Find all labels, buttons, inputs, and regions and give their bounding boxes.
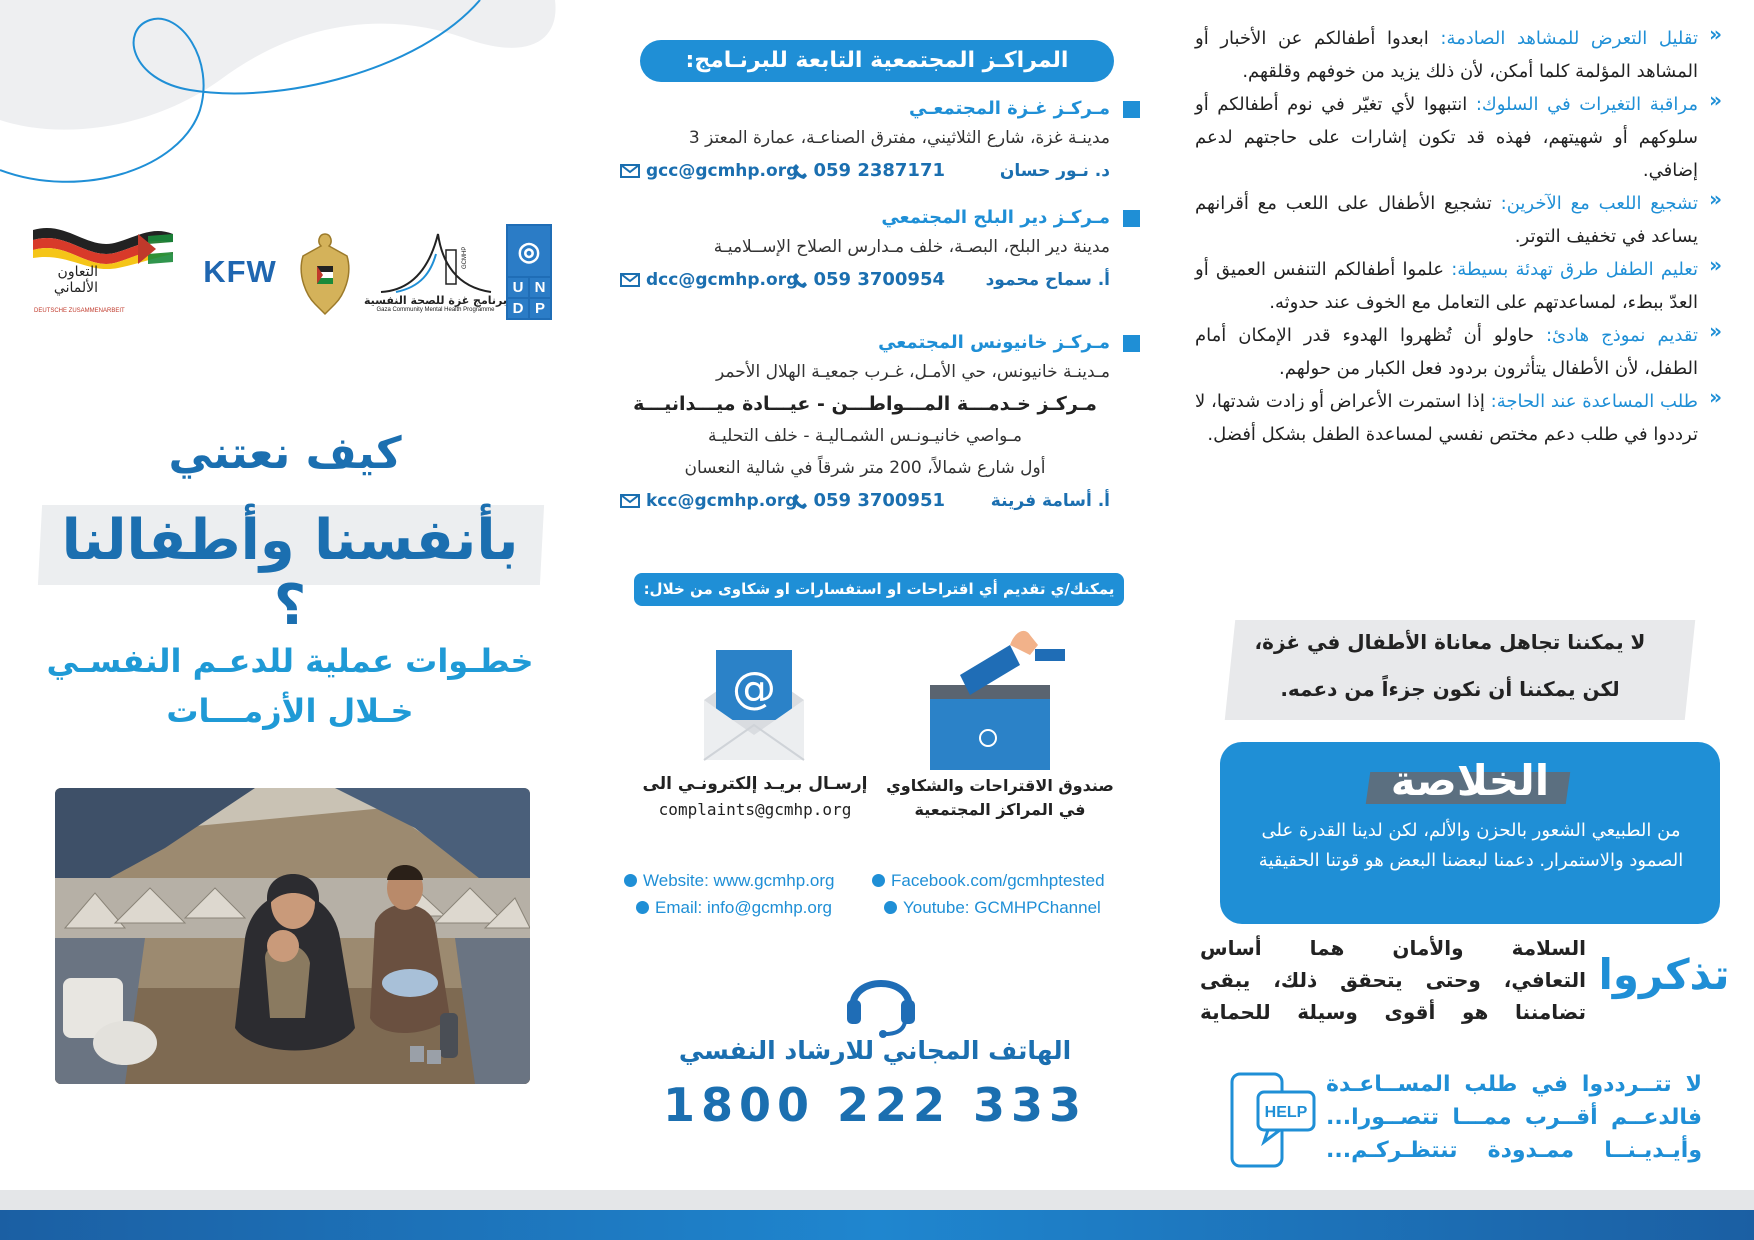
gcmhp-mark: GCMHP [461, 246, 468, 269]
list-item [1195, 22, 1722, 88]
center-name: مـركـز غـزة المجتمعـي [908, 98, 1110, 119]
globe-icon [624, 874, 637, 887]
field-clinic-name: مـركـز خـدمـــة المـــواطـــن - عيـــادة ميـــدانيـــة [633, 393, 1097, 415]
giz-logo [28, 222, 178, 322]
facebook-icon [872, 874, 885, 887]
suggestion-box-icon [920, 625, 1080, 770]
remember-label: تذكروا [1598, 950, 1730, 999]
center-email[interactable]: kcc@gcmhp.org [620, 486, 797, 516]
center-name: مـركـز خانيونس المجتمعي [878, 332, 1110, 353]
facebook-link[interactable]: Facebook.com/gcmhptested [872, 871, 1105, 891]
cover-title-line-2: بأنفسنا وأطفالنا ؟ [61, 508, 519, 638]
undp-logo [506, 222, 552, 322]
undp-letter: P [530, 299, 550, 318]
list-item [1195, 319, 1722, 385]
chevron-double-icon: « [1709, 88, 1722, 112]
partner-logos [28, 222, 558, 322]
remember-line: التعافي، وحتى يتحقق ذلك، يبقى [1200, 968, 1586, 992]
eagle-emblem-icon [293, 226, 357, 318]
remember-text [1200, 932, 1586, 1028]
mail-icon [620, 273, 640, 287]
remember-line: السلامة والأمان هما أساس [1200, 936, 1586, 960]
gcmhp-logo [363, 222, 508, 322]
chevron-double-icon: « [1709, 385, 1722, 409]
center-gaza [620, 96, 1140, 186]
cover-title-line-1: كيف نعتني [168, 428, 402, 479]
mail-icon [636, 901, 649, 914]
center-address: مدينة دير البلح، البصـة، خلف مـدارس الصلاح الإســلاميـة [713, 237, 1110, 257]
center-contact-person: أ. أسامة فرينة [990, 491, 1110, 511]
undp-letter: U [508, 278, 528, 297]
family-tent-illustration [55, 788, 530, 1084]
tip-text: انتبهوا لأي تغيّر في نوم أطفالكم أو سلوكهم أو شهيتهم، فهذه قد تكون إشارات على حاجتهم لدعم إضافي. [1195, 94, 1698, 181]
giz-arabic-name: التعاون الألماني [53, 264, 98, 296]
quote-line-2: لكن يمكننا أن نكون جزءاً من دعمه. [1280, 677, 1620, 701]
headset-icon [843, 962, 919, 1038]
chevron-double-icon: « [1709, 253, 1722, 277]
list-item [1195, 385, 1722, 451]
center-name: مـركـز دير البلح المجتمعي [881, 207, 1110, 228]
chevron-double-icon: « [1709, 22, 1722, 46]
list-item [1195, 187, 1722, 253]
gcmhp-name-en: Gaza Community Mental Health Programme [376, 306, 495, 313]
center-email[interactable]: gcc@gcmhp.org [620, 156, 798, 186]
remember-line: تضامننا هو أقوى وسيلة للحماية [1200, 1000, 1586, 1024]
mail-icon [620, 494, 640, 508]
help-line: وأيـديـنــا ممـدودة تنتظـركـم... [1326, 1138, 1702, 1163]
suggestion-box-label-1: صندوق الاقتراحات والشكاوي [886, 776, 1114, 795]
center-phone[interactable]: 059 3700951 [793, 486, 945, 516]
gcmhp-emblem-icon [376, 232, 496, 294]
centers-header: المراكـز المجتمعية التابعة للبرنـامج: [640, 40, 1114, 82]
list-item [1195, 253, 1722, 319]
tips-list [1195, 22, 1722, 451]
hotline-number[interactable]: 1800 222 333 [662, 1078, 1088, 1132]
help-phone-icon [1228, 1070, 1318, 1170]
center-contact-person: د. نـور حسان [999, 161, 1110, 181]
list-item [1195, 88, 1722, 187]
palestine-emblem-logo [290, 222, 360, 322]
help-line: لا تتــرددوا في طلب المســاعـدة [1326, 1072, 1702, 1097]
un-globe-icon: ◎ [508, 226, 550, 276]
email-label: إرسـال بريـد إلكترونـي الى [642, 774, 868, 794]
youtube-link[interactable]: Youtube: GCMHPChannel [884, 898, 1101, 918]
summary-text: من الطبيعي الشعور بالحزن والألم، لكن لدينا القدرة على الصمود والاستمرار. دعمنا لبعضنا البعض هو قوتنا الحقيقية [1258, 820, 1684, 871]
giz-english-name: DEUTSCHE ZUSAMMENARBEIT [34, 308, 125, 314]
help-line: فالدعــم أقــرب ممـــا تتصــورا... [1326, 1105, 1702, 1130]
tip-text: علموا أطفالكم التنفس العميق أو العدّ ببطء، لمساعدتهم على التعامل مع الخوف عند حدوثه. [1195, 259, 1698, 313]
field-clinic-address-2: أول شارع شمالاً، 200 متر شرقاً في شالية النعسان [684, 458, 1046, 478]
bullet-square-icon [1123, 210, 1140, 227]
bullet-square-icon [1123, 101, 1140, 118]
bullet-square-icon [1123, 335, 1140, 352]
center-deir-al-balah [620, 205, 1140, 295]
chevron-double-icon: « [1709, 187, 1722, 211]
help-text [1326, 1068, 1702, 1167]
center-phone[interactable]: 059 3700954 [793, 265, 945, 295]
center-khan-younis [620, 330, 1140, 516]
hotline-label: الهاتف المجاني للارشاد النفسي [678, 1036, 1072, 1065]
feedback-banner: يمكنك/ي تقديم أي اقتراحات او استفسارات او شكاوى من خلال: [634, 573, 1124, 606]
center-address: مدينـة غزة، شارع الثلاثيني، مفترق الصناعـة، عمارة المعتز 3 [688, 128, 1110, 148]
tip-title: تعليم الطفل طرق تهدئة بسيطة: [1451, 259, 1698, 280]
field-clinic-address-1: مـواصي خانيـونـس الشمـاليـة - خلف التحليـة [707, 426, 1023, 446]
suggestion-box-label-2: في المراكز المجتمعية [914, 800, 1086, 819]
tip-text: تشجيع الأطفال على اللعب مع أقرانهم يساعد في تخفيف التوتر. [1195, 193, 1698, 247]
tip-title: تشجيع اللعب مع الآخرين: [1500, 193, 1698, 214]
decorative-swirl [0, 0, 560, 200]
cover-subtitle-line-1: خطـوات عملية للدعـم النفسـي [46, 642, 534, 680]
complaints-email-link[interactable]: complaints@gcmhp.org [658, 800, 852, 819]
quote-line-1: لا يمكننا تجاهل معاناة الأطفال في غزة، [1254, 630, 1646, 654]
tip-title: طلب المساعدة عند الحاجة: [1490, 391, 1699, 412]
undp-letter: N [530, 278, 550, 297]
center-address: مـدينـة خانيونس، حي الأمـل، غـرب جمعيـة الهلال الأحمر [716, 362, 1110, 382]
info-email-link[interactable]: Email: info@gcmhp.org [636, 898, 832, 918]
kfw-wordmark: KFW [203, 254, 277, 289]
footer-band-blue [0, 1210, 1754, 1240]
mail-icon [620, 164, 640, 178]
tip-text: حاولو أن تُظهروا الهدوء قدر الإمكان أمام الطفل، لأن الأطفال يتأثرون بردود فعل الكبار من حولهم. [1195, 325, 1698, 379]
cover-subtitle-line-2: خـلال الأزمـــات [166, 692, 414, 730]
tip-text: إذا استمرت الأعراض أو زادت شدتها، لا ترددوا في طلب دعم مختص نفسي لمساعدة الطفل بشكل أفضل. [1195, 391, 1698, 445]
tip-text: ابعدوا أطفالكم عن الأخبار أو المشاهد المؤلمة كلما أمكن، لأن ذلك يزيد من خوفهم وقلقهم. [1195, 28, 1698, 82]
footer-band-grey [0, 1190, 1754, 1210]
help-icon-text: HELP [1264, 1104, 1308, 1121]
tip-title: مراقبة التغيرات في السلوك: [1475, 94, 1698, 115]
svg-text:@: @ [732, 663, 776, 714]
center-contact-person: أ. سماح محمود [985, 270, 1110, 290]
summary-title: الخلاصة [1390, 756, 1550, 805]
center-phone[interactable]: 059 2387171 [793, 156, 945, 186]
tip-title: تقديم نموذج هادئ: [1545, 325, 1698, 346]
undp-letter: D [508, 299, 528, 318]
email-envelope-icon [694, 645, 814, 765]
tip-title: تقليل التعرض للمشاهد الصادمة: [1440, 28, 1698, 49]
chevron-double-icon: « [1709, 319, 1722, 343]
kfw-logo [200, 222, 280, 322]
center-email[interactable]: dcc@gcmhp.org [620, 265, 798, 295]
website-link[interactable]: Website: www.gcmhp.org [624, 871, 834, 891]
gcmhp-name: برنامج غزة للصحة النفسية [363, 293, 508, 307]
youtube-icon [884, 901, 897, 914]
